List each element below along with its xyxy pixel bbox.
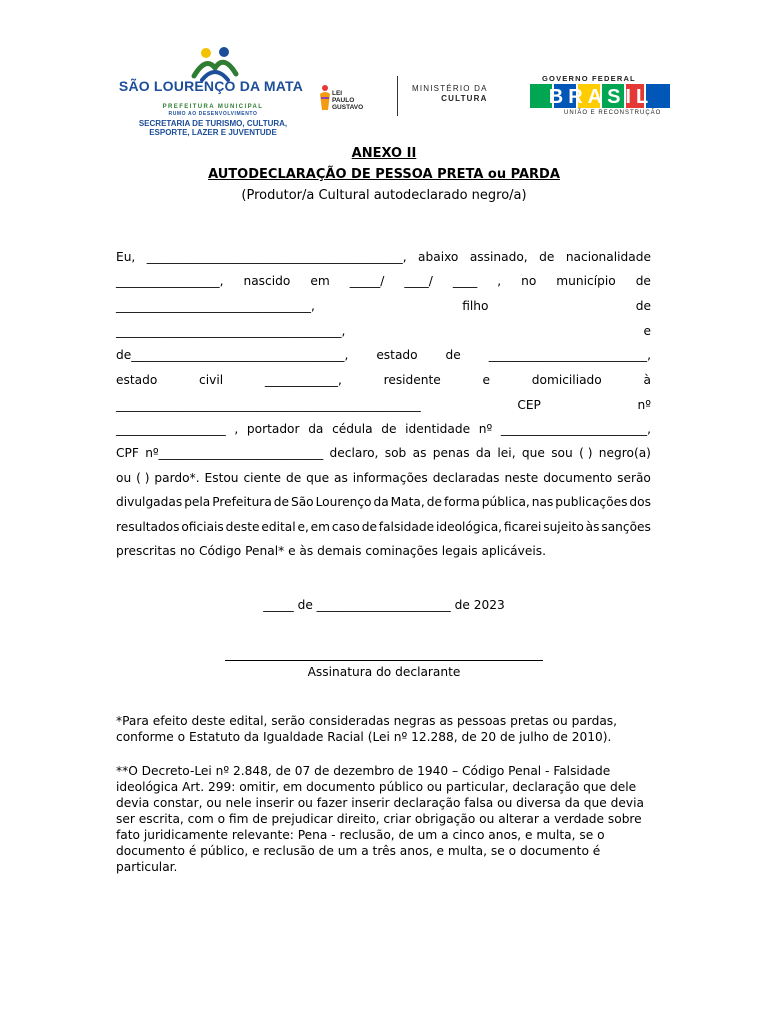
lpg-line2: PAULO xyxy=(332,97,355,104)
body-word: de___________________________________, xyxy=(116,348,349,362)
lpg-figure-icon xyxy=(318,84,332,112)
lpg-line1: LEI xyxy=(332,90,343,97)
body-word: estado xyxy=(376,348,418,362)
body-word: ____ xyxy=(452,274,478,288)
body-word: de xyxy=(426,495,442,509)
body-word: prescritas no Código Penal* e às demais cominações legais aplicáveis. xyxy=(116,544,546,558)
body-word: Mata, xyxy=(390,495,425,509)
body-word: ____/ xyxy=(404,274,433,288)
body-line xyxy=(116,443,651,463)
body-word: portador xyxy=(246,422,300,436)
body-word: no xyxy=(521,274,537,288)
body-word: _____/ xyxy=(349,274,385,288)
body-word: _________________, xyxy=(116,274,224,288)
body-line xyxy=(116,247,651,267)
body-line xyxy=(116,321,651,341)
body-word: estado xyxy=(116,373,158,387)
body-word: oficiais xyxy=(181,520,224,534)
body-word: neste xyxy=(504,471,539,485)
body-word: Estou xyxy=(204,471,239,485)
date-line: _____ de ______________________ de 2023 xyxy=(263,598,505,612)
body-word: nº___________________________ xyxy=(145,446,324,460)
body-word: Prefeitura xyxy=(212,495,272,509)
body-word: as xyxy=(412,446,427,460)
body-word: _____________________________________, xyxy=(116,324,346,338)
body-word: assinado, xyxy=(469,250,528,264)
body-word: município xyxy=(556,274,616,288)
body-word: à xyxy=(643,373,651,387)
body-word: serão xyxy=(617,471,651,485)
body-word: São xyxy=(290,495,314,509)
body-word: publicações xyxy=(555,495,628,509)
body-word: declaradas xyxy=(432,471,500,485)
body-word: resultados xyxy=(116,520,180,534)
body-line xyxy=(116,395,651,415)
body-word: divulgadas xyxy=(116,495,183,509)
signature-line xyxy=(225,660,543,661)
gov-top-text: GOVERNO FEDERAL xyxy=(542,74,636,83)
body-word: de xyxy=(273,495,289,509)
body-word: e xyxy=(482,373,491,387)
body-word: deste xyxy=(225,520,260,534)
body-word: residente xyxy=(383,373,441,387)
body-word: lei, xyxy=(497,446,516,460)
body-word: dos xyxy=(629,495,651,509)
body-word: da xyxy=(475,446,492,460)
ministerio-line1: MINISTÉRIO DA xyxy=(412,84,488,93)
document-heading: AUTODECLARAÇÃO DE PESSOA PRETA ou PARDA xyxy=(208,167,560,182)
body-word: nº xyxy=(478,422,493,436)
body-word: de xyxy=(361,520,377,534)
body-word: e, xyxy=(297,520,309,534)
footnote-1: *Para efeito deste edital, serão consideradas negras as pessoas pretas ou pardas, conforme o Estatuto da Igualdade Racial (Lei nº 12.288, de 20 de julho de 2010). xyxy=(116,714,618,744)
slm-name: SÃO LOURENÇO DA MATA xyxy=(118,78,304,94)
body-word: negro(a) xyxy=(598,446,651,460)
body-word: as xyxy=(334,471,348,485)
body-word: sanções xyxy=(601,520,651,534)
body-word: nas xyxy=(531,495,554,509)
body-line xyxy=(116,517,651,537)
body-word: pública, xyxy=(481,495,530,509)
signature-label: Assinatura do declarante xyxy=(307,665,461,679)
body-word: em xyxy=(310,274,330,288)
body-word: __________________________________________, xyxy=(146,250,407,264)
gov-bottom-text: UNIÃO E RECONSTRUÇÃO xyxy=(564,110,662,116)
body-word: __________________________, xyxy=(488,348,651,362)
body-word: Eu, xyxy=(116,250,136,264)
body-word: nº xyxy=(637,398,651,412)
body-word: sou xyxy=(551,446,573,460)
body-word: Lourenço xyxy=(315,495,372,509)
body-word: de xyxy=(445,348,461,362)
body-word: sujeito xyxy=(543,520,584,534)
logo-divider xyxy=(397,76,398,116)
body-word: pardo*. xyxy=(154,471,200,485)
body-word: da xyxy=(308,422,324,436)
ministerio-line2: CULTURA xyxy=(441,94,488,103)
body-word: ficarei xyxy=(503,520,542,534)
body-word: CEP xyxy=(517,398,541,412)
body-line xyxy=(116,468,651,488)
body-line xyxy=(116,492,651,512)
body-word: que xyxy=(521,446,545,460)
body-word: ________________________, xyxy=(500,422,651,436)
body-word: penas xyxy=(432,446,470,460)
body-word: edital xyxy=(261,520,296,534)
body-word: ideológica, xyxy=(435,520,503,534)
governo-federal-logo xyxy=(530,74,672,120)
body-word: nascido xyxy=(243,274,291,288)
slm-slogan: RUMO AO DESENVOLVIMENTO xyxy=(168,111,258,117)
document-subtitle: (Produtor/a Cultural autodeclarado negro/a) xyxy=(241,188,527,203)
slm-secretaria: SECRETARIA DE TURISMO, CULTURA, ESPORTE, LAZER E JUVENTUDE xyxy=(138,119,288,137)
body-word: ou xyxy=(116,471,132,485)
body-word: ciente xyxy=(243,471,282,485)
body-line xyxy=(116,419,651,439)
body-word: abaixo xyxy=(418,250,459,264)
body-word: às xyxy=(585,520,600,534)
body-line xyxy=(116,296,651,316)
body-line xyxy=(116,541,651,561)
body-word: declaro, xyxy=(329,446,379,460)
body-word: ____________, xyxy=(264,373,342,387)
body-word: de xyxy=(285,471,302,485)
body-word: civil xyxy=(199,373,224,387)
body-word: caso xyxy=(331,520,360,534)
body-word: cédula xyxy=(332,422,373,436)
body-line xyxy=(116,370,651,390)
body-word: de xyxy=(539,250,555,264)
body-word: documento xyxy=(543,471,613,485)
body-word: __________________ xyxy=(116,422,226,436)
ministerio-cultura-logo xyxy=(412,84,488,104)
body-word: , xyxy=(497,274,502,288)
body-word: __________________________________________________ xyxy=(116,398,421,412)
lei-paulo-gustavo-logo xyxy=(318,82,380,112)
body-word: de xyxy=(635,299,651,313)
body-word: de xyxy=(635,274,651,288)
body-word: e xyxy=(643,324,651,338)
slm-prefeitura: PREFEITURA MUNICIPAL xyxy=(162,104,264,110)
body-line xyxy=(116,271,651,291)
body-word: forma xyxy=(443,495,480,509)
body-word: ( ) xyxy=(136,471,150,485)
brasil-wordmark xyxy=(530,84,672,108)
body-word: informações xyxy=(352,471,428,485)
body-word: CPF xyxy=(116,446,139,460)
body-word: sob xyxy=(384,446,407,460)
body-word: pela xyxy=(184,495,211,509)
lpg-text xyxy=(332,90,363,111)
body-word: em xyxy=(310,520,331,534)
body-word: identidade xyxy=(405,422,471,436)
body-word: que xyxy=(306,471,330,485)
sao-lourenco-logo xyxy=(118,46,304,142)
lpg-line3: GUSTAVO xyxy=(332,104,364,111)
body-word: domiciliado xyxy=(531,373,602,387)
body-word: ________________________________, xyxy=(116,299,315,313)
body-word: de xyxy=(381,422,397,436)
body-word: ( ) xyxy=(579,446,593,460)
body-word: , xyxy=(234,422,239,436)
brasil-word: BRASIL xyxy=(548,86,654,108)
annex-title: ANEXO II xyxy=(351,146,417,161)
footnote-2: **O Decreto-Lei nº 2.848, de 07 de dezembro de 1940 – Código Penal - Falsidade ideológica Art. 299: omitir, em documento público ou particular, declaração que dele devia constar, ou nele inserir ou fazer inserir declaração falsa ou diversa da que devia ser escrita, com o fim de prejudicar direito, criar obrigação ou alterar a verdade sobre fato juridicamente relevante: Pena - reclusão, de um a cinco anos, e multa, se o documento é público, e reclusão de um a três anos, e multa, se o documento é particular. xyxy=(116,764,644,874)
body-line xyxy=(116,345,651,365)
body-word: da xyxy=(373,495,389,509)
body-word: nacionalidade xyxy=(565,250,651,264)
body-word: falsidade xyxy=(378,520,435,534)
body-word: filho xyxy=(462,299,489,313)
